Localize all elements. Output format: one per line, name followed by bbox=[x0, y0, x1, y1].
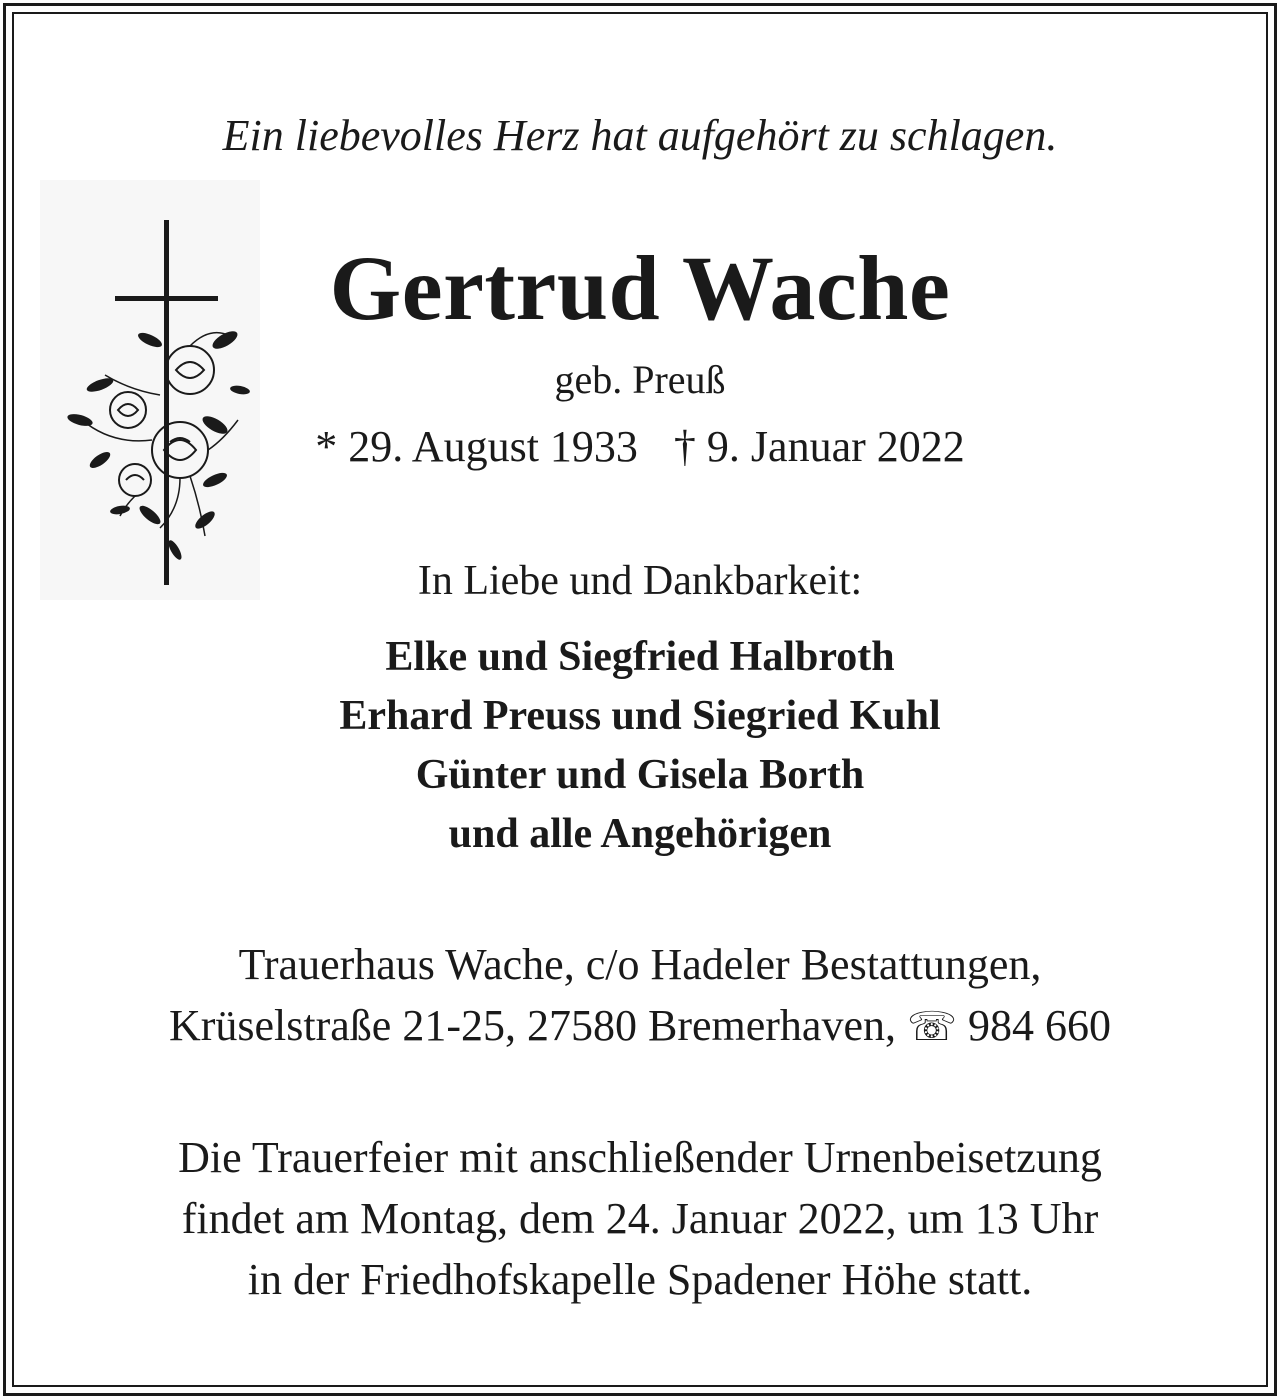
ceremony-line: Die Trauerfeier mit anschließender Urnenbeisetzung bbox=[178, 1133, 1102, 1182]
mourner-line: Erhard Preuss und Siegried Kuhl bbox=[339, 693, 941, 739]
life-dates bbox=[0, 422, 1280, 471]
mourner-line: und alle Angehörigen bbox=[448, 811, 832, 857]
deceased-name: Gertrud Wache bbox=[329, 237, 951, 339]
mourner-line: Elke und Siegfried Halbroth bbox=[385, 634, 895, 680]
address-street: Krüselstraße 21-25, 27580 Bremerhaven, bbox=[168, 1001, 896, 1050]
thanks-line: In Liebe und Dankbarkeit: bbox=[417, 558, 863, 604]
address-line bbox=[0, 1001, 1280, 1050]
motto: Ein liebevolles Herz hat aufgehört zu schlagen. bbox=[222, 111, 1058, 160]
birth-date: * 29. August 1933 bbox=[315, 422, 638, 471]
birth-name: geb. Preuß bbox=[554, 357, 726, 402]
phone-number: 984 660 bbox=[968, 1001, 1112, 1050]
address-line: Trauerhaus Wache, c/o Hadeler Bestattungen, bbox=[238, 940, 1042, 989]
mourner-line: Günter und Gisela Borth bbox=[415, 752, 865, 798]
ceremony-line: in der Friedhofskapelle Spadener Höhe statt. bbox=[247, 1255, 1033, 1304]
telephone-icon: ☏ bbox=[906, 1004, 958, 1050]
death-date: † 9. Januar 2022 bbox=[673, 422, 965, 471]
ceremony-line: findet am Montag, dem 24. Januar 2022, um 13 Uhr bbox=[181, 1194, 1099, 1243]
